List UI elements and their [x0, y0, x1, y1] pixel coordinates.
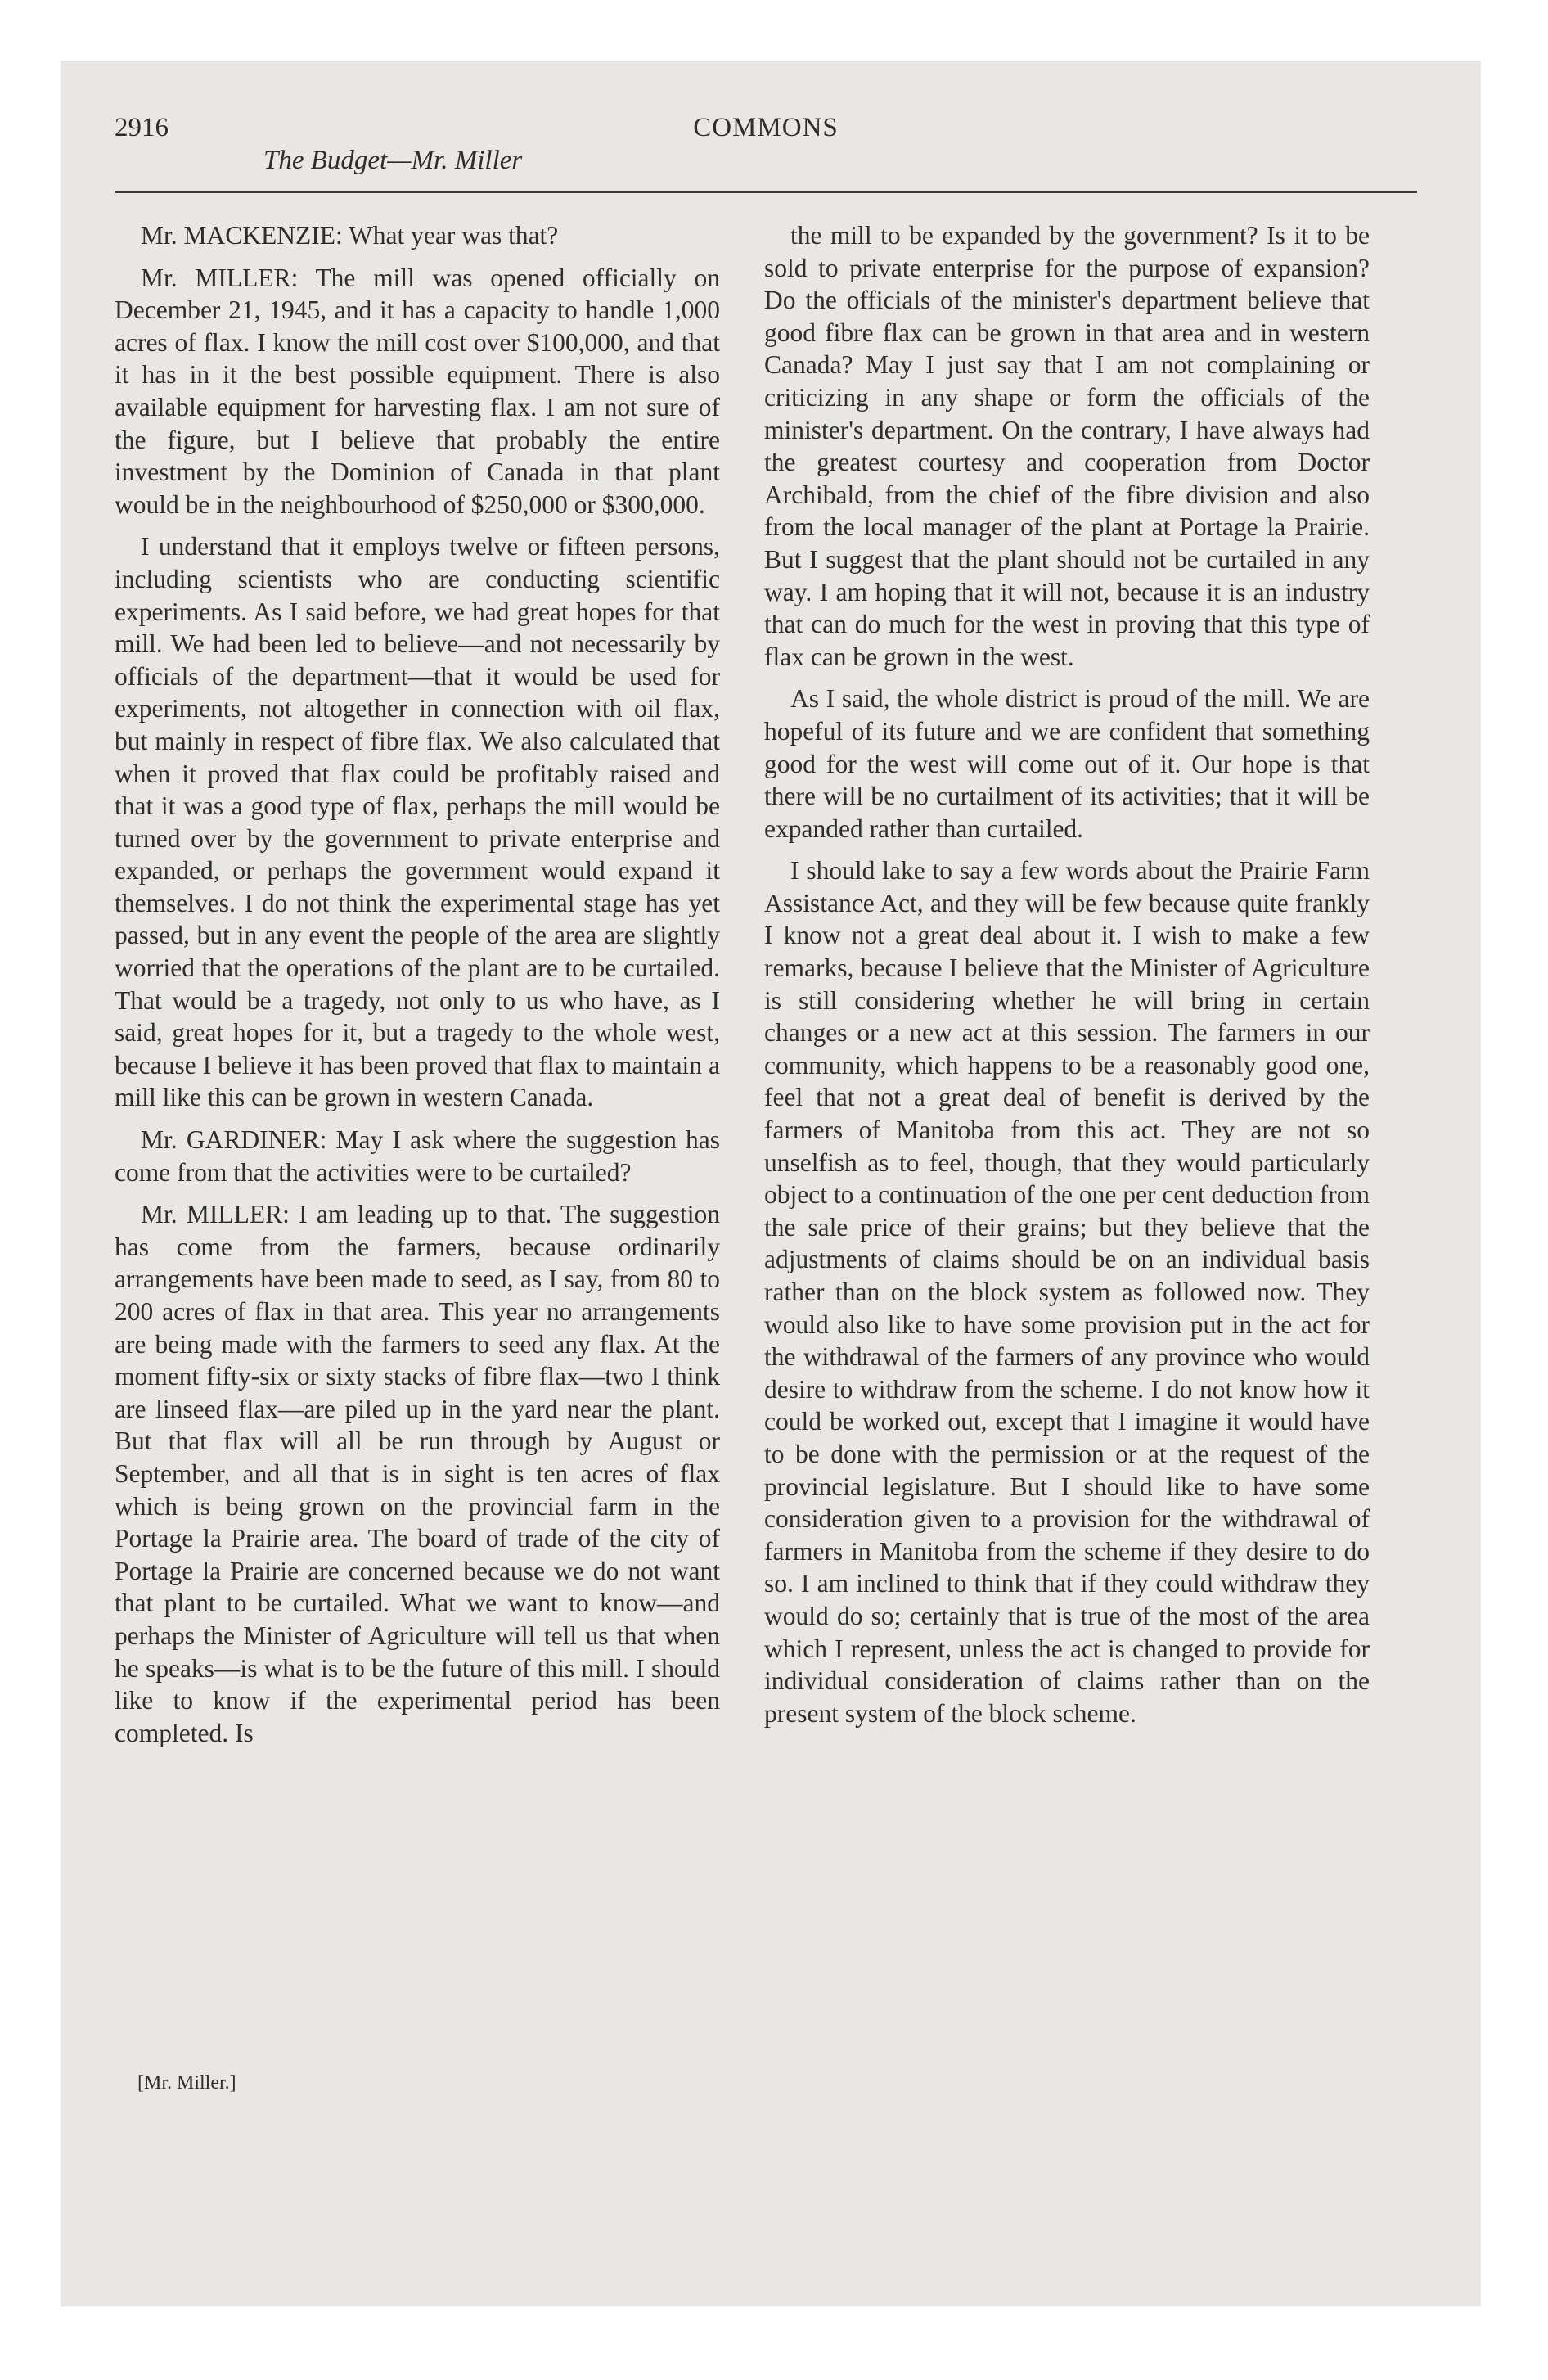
- paragraph: I should lake to say a few words about the Prairie Farm Assistance Act, and they will be few because quite frankly I know not a great deal about it. I wish to make a few remarks, because I believe that the Minister of Agriculture is still considering whether he will bring in certain changes or a new act at this session. The farmers in our community, which happens to be a reasonably good one, feel that not a great deal of benefit is derived by the farmers of Manitoba from this act. They are not so unselfish as to feel, though, that they would particularly object to a continuation of the one per cent deduction from the sale price of their grains; but they believe that the adjustments of claims should be on an individual basis rather than on the block system as followed now. They would also like to have some provision put in the act for the withdrawal of the farmers of any province who would desire to withdraw from the scheme. I do not know how it could be worked out, except that I imagine it would have to be done with the permission or at the request of the provincial legislature. But I should like to have some consideration given to a provision for the withdrawal of farmers in Manitoba from the scheme if they desire to do so. I am inclined to think that if they could withdraw they would do so; certainly that is true of the most of the area which I represent, unless the act is changed to provide for individual consideration of claims rather than on the present system of the block scheme.: [764, 856, 1370, 1728]
- page-header: [115, 113, 1417, 192]
- right-column: [764, 219, 1370, 1739]
- paragraph: Mr. MACKENZIE: What year was that?: [141, 221, 559, 250]
- running-head: The Budget—Mr. Miller: [263, 146, 523, 175]
- paragraph: I understand that it employs twelve or fifteen persons, including scientists who are conducting scientific experiments. As I said before, we had great hopes for that mill. We had been led to believe—and not necessarily by officials of the department—that it would be used for experiments, not altogether in connection with oil flax, but mainly in respect of fibre flax. We also calculated that when it proved that flax could be profitably raised and that it was a good type of flax, perhaps the mill would be turned over by the government to private enterprise and expanded, or perhaps the government would expand it themselves. I do not think the experimental stage has yet passed, but in any event the people of the area are slightly worried that the operations of the plant are to be curtailed. That would be a tragedy, not only to us who have, as I said, great hopes for it, but a tragedy to the whole west, because I believe it has been proved that flax to maintain a mill like this can be grown in western Canada.: [115, 532, 720, 1112]
- left-column: [115, 219, 720, 1759]
- paragraph: Mr. MILLER: I am leading up to that. The suggestion has come from the farmers, because ordinarily arrangements have been made to seed, as I say, from 80 to 200 acres of flax in that area. This year no arrangements are being made with the farmers to seed any flax. At the moment fifty-six or sixty stacks of fibre flax—two I think are linseed flax—are piled up in the yard near the plant. But that flax will all be run through by August or September, and all that is in sight is ten acres of flax which is being grown on the provincial farm in the Portage la Prairie area. The board of trade of the city of Portage la Prairie are concerned because we do not want that plant to be curtailed. What we want to know—and perhaps the Minister of Agriculture will tell us that when he speaks—is what is to be the future of this mill. I should like to know if the experimental period has been completed. Is: [115, 1200, 720, 1747]
- paragraph: As I said, the whole district is proud of the mill. We are hopeful of its future and we are confident that something good for the west will come out of it. Our hope is that there will be no curtailment of its activities; that it will be expanded rather than curtailed.: [764, 684, 1370, 843]
- paragraph: the mill to be expanded by the government? Is it to be sold to private enterprise for the purpose of expansion? Do the officials of the minister's department believe that good fibre flax can be grown in that area and in western Canada? May I just say that I am not complaining or criticizing in any shape or form the officials of the minister's department. On the contrary, I have always had the greatest courtesy and cooperation from Doctor Archibald, from the chief of the fibre division and also from the local manager of the plant at Portage la Prairie. But I suggest that the plant should not be curtailed in any way. I am hoping that it will not, because it is an industry that can do much for the west in proving that this type of flax can be grown in the west.: [764, 221, 1370, 671]
- page-number: 2916: [115, 113, 169, 142]
- header-rule: [115, 191, 1417, 193]
- section-title: COMMONS: [693, 113, 839, 142]
- paragraph: Mr. GARDINER: May I ask where the suggestion has come from that the activities were to be curtailed?: [115, 1125, 720, 1187]
- paragraph: Mr. MILLER: The mill was opened officially on December 21, 1945, and it has a capacity to handle 1,000 acres of flax. I know the mill cost over $100,000, and that it has in it the best possible equipment. There is also available equipment for harvesting flax. I am not sure of the figure, but I believe that probably the entire investment by the Dominion of Canada in that plant would be in the neighbourhood of $250,000 or $300,000.: [115, 263, 720, 519]
- speaker-footnote: [Mr. Miller.]: [137, 2072, 236, 2094]
